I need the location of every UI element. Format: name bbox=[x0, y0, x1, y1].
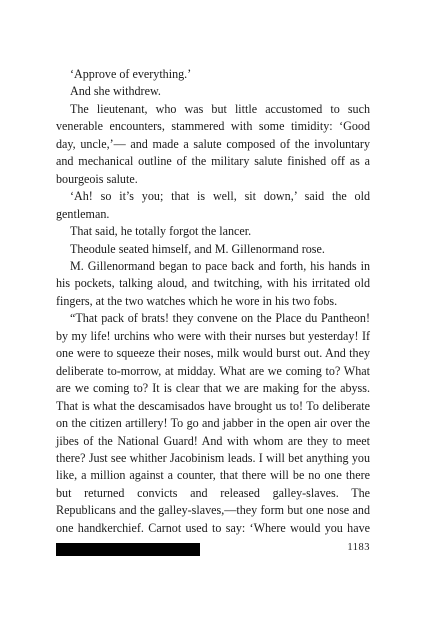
paragraph: The lieutenant, who was but little accustomed to such venerable encounters, stammered with some timidity: ‘Good day, uncle,’— and made a salute composed of the involuntary and mechanical outline of the military salute finished off as a bourgeois salute. bbox=[56, 101, 370, 186]
paragraph: “That pack of brats! they convene on the Place du Pantheon! by my life! urchins who were with their nurses but yesterday! If one were to squeeze their noses, milk would burst out. And they deliberate to-morrow, at midday. What are we coming to? What are we coming to? It is clear that we are making for the abyss. That is what the descamisados have brought us to! To deliberate on the citizen artillery! To go and jabber in the open air over the jibes of the National Guard! And with whom are they to meet there? Just see whither Jacobinism leads. I will bet anything you like, a million against a counter, that there will be no one there but returned convicts and released galley-slaves. The Republicans and the galley-slaves,—they form but one nose and one handkerchief. Carnot used to say: ‘Where would you have bbox=[56, 311, 370, 535]
paragraph: Theodule seated himself, and M. Gillenormand rose. bbox=[70, 241, 325, 256]
paragraph: ‘Approve of everything.’ bbox=[70, 67, 192, 81]
paragraph: And she withdrew. bbox=[70, 84, 161, 99]
paragraph: That said, he totally forgot the lancer. bbox=[70, 224, 252, 239]
page-number: 1183 bbox=[347, 542, 370, 553]
page-body-text bbox=[56, 66, 370, 537]
footer-redaction-bar bbox=[56, 543, 200, 556]
paragraph: M. Gillenormand began to pace back and forth, his hands in his pockets, talking aloud, and twitching, with his irritated old fingers, at the two watches which he wore in his two fobs. bbox=[56, 258, 370, 308]
paragraph: ‘Ah! so it’s you; that is well, sit down,’ said the old gentleman. bbox=[56, 189, 370, 221]
